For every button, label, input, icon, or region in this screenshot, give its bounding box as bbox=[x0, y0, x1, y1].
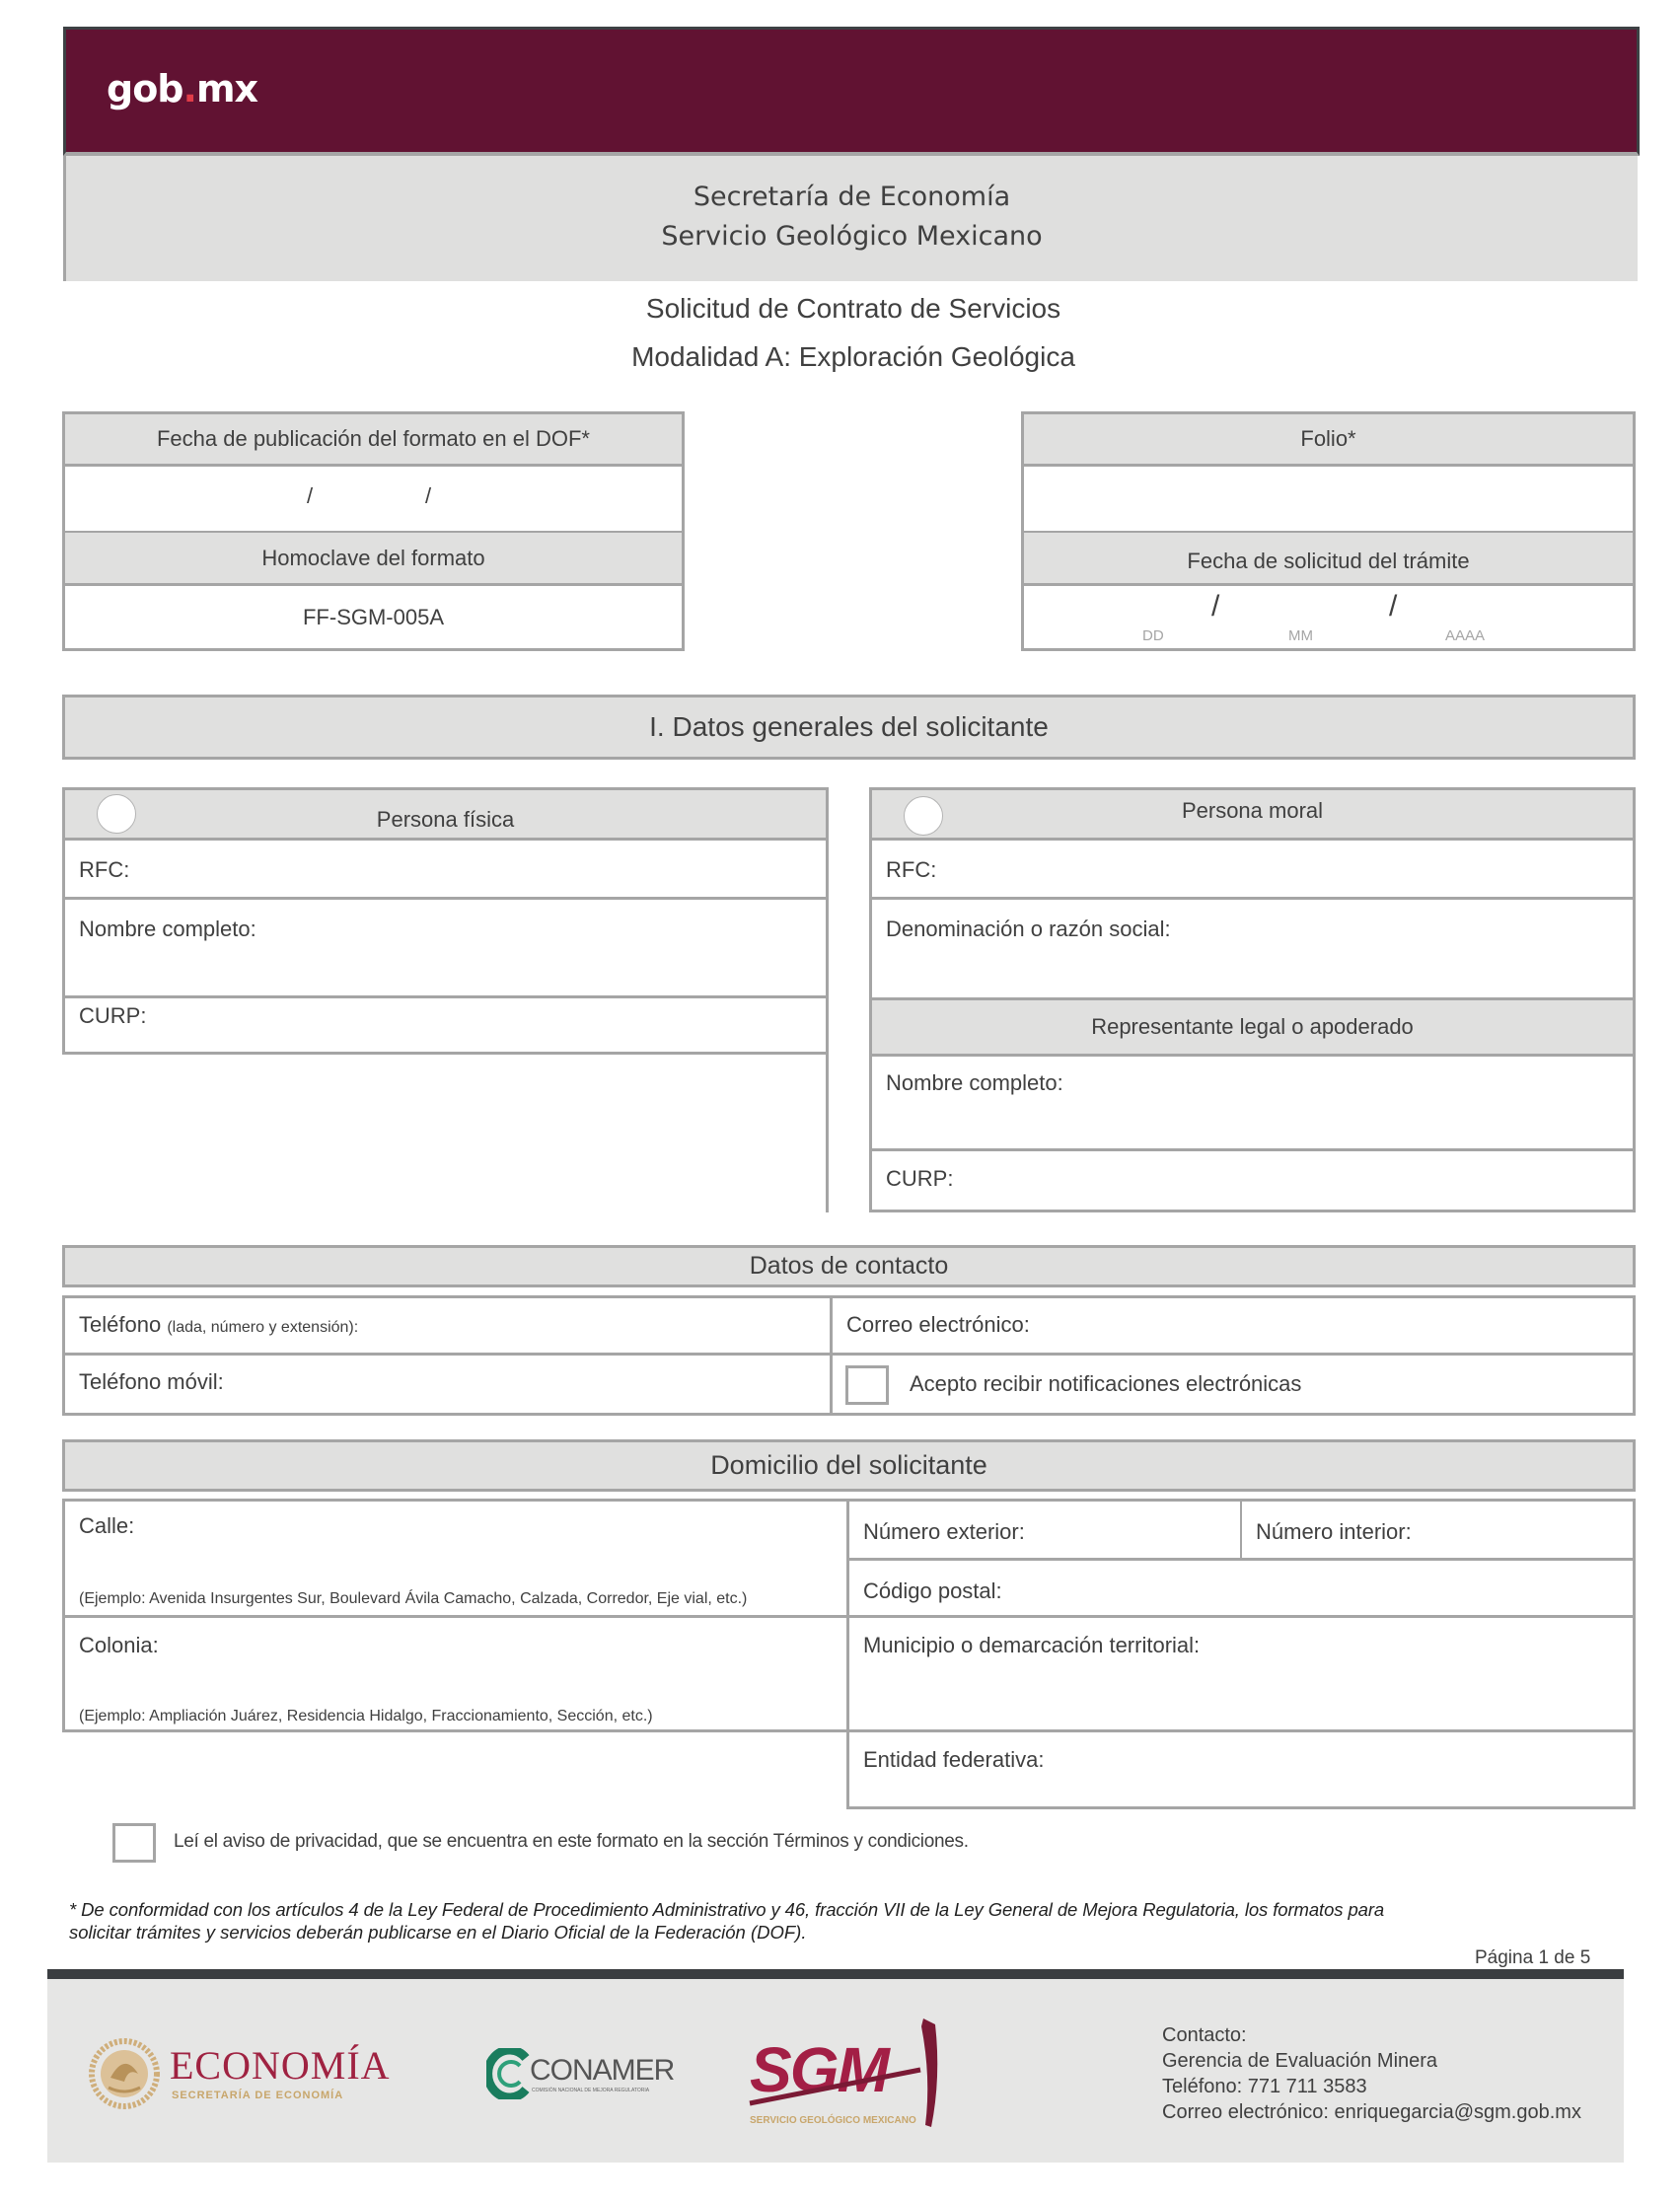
colonia-label: Colonia: bbox=[79, 1633, 159, 1657]
year-hint: AAAA bbox=[1445, 627, 1486, 644]
department-name: Secretaría de Economía bbox=[693, 182, 1011, 212]
economia-logo bbox=[89, 2038, 444, 2117]
folio-box bbox=[1021, 411, 1636, 651]
month-hint: MM bbox=[1288, 627, 1313, 644]
gob-header-bar bbox=[63, 27, 1640, 156]
footnote-line-2: solicitar trámites y servicios deberán publicarse en el Diario Oficial de la Federación (DOF). bbox=[69, 1922, 807, 1943]
persona-moral-radio[interactable] bbox=[904, 796, 943, 836]
department-band bbox=[63, 156, 1638, 281]
pm-rfc-field[interactable] bbox=[872, 844, 1633, 900]
homoclave-label: Homoclave del formato bbox=[65, 531, 682, 586]
privacy-checkbox[interactable] bbox=[112, 1823, 156, 1863]
domicilio-left-block bbox=[62, 1499, 849, 1732]
conamer-logo-title: CONAMER bbox=[530, 2054, 675, 2087]
dof-footnote bbox=[69, 1898, 1638, 1944]
rep-nombre-label: Nombre completo: bbox=[886, 1070, 1063, 1095]
privacy-label: Leí el aviso de privacidad, que se encuentra en este formato en la sección Términos y condiciones. bbox=[174, 1831, 969, 1852]
domicilio-section-header: Domicilio del solicitante bbox=[62, 1439, 1636, 1492]
correo-field[interactable] bbox=[833, 1298, 1633, 1356]
rep-curp-field[interactable] bbox=[872, 1154, 1633, 1210]
notificaciones-label: Acepto recibir notificaciones electrónicas bbox=[910, 1371, 1302, 1396]
pf-rfc-label: RFC: bbox=[79, 857, 130, 882]
pf-rfc-field[interactable] bbox=[65, 844, 826, 900]
telefono-field[interactable] bbox=[65, 1298, 833, 1356]
svg-text:SGM: SGM bbox=[750, 2034, 888, 2105]
request-date-field[interactable] bbox=[1024, 586, 1633, 648]
telefono-hint: (lada, número y extensión): bbox=[167, 1319, 359, 1336]
municipio-label: Municipio o demarcación territorial: bbox=[863, 1633, 1201, 1657]
day-hint: DD bbox=[1142, 627, 1164, 644]
movil-field[interactable] bbox=[65, 1356, 833, 1413]
representante-legal-header: Representante legal o apoderado bbox=[872, 997, 1633, 1057]
pf-curp-label: CURP: bbox=[79, 1003, 147, 1028]
telefono-label: Teléfono bbox=[79, 1312, 162, 1337]
pf-nombre-field[interactable] bbox=[65, 903, 826, 998]
entidad-field[interactable] bbox=[849, 1735, 1633, 1806]
persona-fisica-label: Persona física bbox=[65, 790, 826, 841]
pf-nombre-label: Nombre completo: bbox=[79, 917, 256, 941]
notificaciones-checkbox[interactable] bbox=[845, 1365, 889, 1405]
economia-logo-subtitle: SECRETARÍA DE ECONOMÍA bbox=[172, 2090, 344, 2101]
footer-contact-phone: Teléfono: 771 711 3583 bbox=[1162, 2076, 1367, 2097]
homoclave-value: FF-SGM-005A bbox=[302, 604, 445, 629]
footnote-line-1: * De conformidad con los artículos 4 de la Ley Federal de Procedimiento Administrativo y 46, fracción VII de la Ley General de Mejora Regulatoria, los formatos para bbox=[69, 1899, 1385, 1920]
sgm-logo-subtitle: SERVICIO GEOLÓGICO MEXICANO bbox=[750, 2115, 916, 2126]
calle-label: Calle: bbox=[79, 1513, 135, 1538]
form-title: Solicitud de Contrato de Servicios bbox=[645, 293, 1061, 324]
page-indicator: Página 1 de 5 bbox=[1475, 1947, 1591, 1968]
correo-label: Correo electrónico: bbox=[846, 1312, 1030, 1337]
footer-contact-heading: Contacto: bbox=[1162, 2024, 1247, 2046]
conamer-logo-subtitle: COMISIÓN NACIONAL DE MEJORA REGULATORIA bbox=[532, 2088, 650, 2093]
mexican-seal-icon bbox=[89, 2038, 160, 2109]
pf-curp-field[interactable] bbox=[65, 1001, 826, 1052]
folio-label: Folio* bbox=[1024, 414, 1633, 467]
format-info-box bbox=[62, 411, 685, 651]
pm-razon-social-label: Denominación o razón social: bbox=[886, 917, 1171, 941]
codigo-postal-field[interactable] bbox=[849, 1561, 1633, 1618]
persona-fisica-panel bbox=[62, 787, 829, 1055]
persona-moral-panel bbox=[869, 787, 1636, 1212]
rep-curp-label: CURP: bbox=[886, 1166, 954, 1191]
gob-mx-logo: gob.mx bbox=[107, 67, 258, 110]
persona-fisica-radio[interactable] bbox=[97, 794, 136, 834]
codigo-postal-label: Código postal: bbox=[863, 1578, 1002, 1603]
conamer-icon bbox=[486, 2048, 532, 2099]
pm-razon-social-field[interactable] bbox=[872, 903, 1633, 997]
num-ext-label: Número exterior: bbox=[863, 1519, 1025, 1544]
dof-date-field[interactable] bbox=[65, 470, 682, 531]
calle-field[interactable] bbox=[65, 1502, 849, 1618]
colonia-example: (Ejemplo: Ampliación Juárez, Residencia Hidalgo, Fraccionamiento, Sección, etc.) bbox=[79, 1708, 653, 1724]
footer-top-bar bbox=[47, 1969, 1624, 1979]
date-separator: / bbox=[425, 483, 432, 508]
persona-moral-label: Persona moral bbox=[872, 790, 1633, 841]
date-separator: / bbox=[1211, 590, 1220, 623]
entidad-label: Entidad federativa: bbox=[863, 1747, 1045, 1772]
request-date-label: Fecha de solicitud del trámite bbox=[1024, 531, 1633, 586]
footer bbox=[47, 1979, 1624, 2163]
movil-label: Teléfono móvil: bbox=[79, 1369, 224, 1394]
dof-date-label: Fecha de publicación del formato en el DOF* bbox=[65, 414, 682, 467]
pm-rfc-label: RFC: bbox=[886, 857, 937, 882]
sgm-pickaxe-icon bbox=[748, 2018, 955, 2127]
section-1-header: I. Datos generales del solicitante bbox=[62, 695, 1636, 760]
economia-logo-title: ECONOMÍA bbox=[170, 2043, 391, 2088]
date-separator: / bbox=[1389, 590, 1398, 623]
contact-section-header: Datos de contacto bbox=[62, 1245, 1636, 1287]
footer-contact-email[interactable]: Correo electrónico: enriquegarcia@sgm.gob.mx bbox=[1162, 2101, 1581, 2123]
municipio-field[interactable] bbox=[849, 1621, 1633, 1732]
domicilio-right-block bbox=[846, 1499, 1636, 1809]
column-divider bbox=[826, 1055, 829, 1212]
rep-nombre-field[interactable] bbox=[872, 1057, 1633, 1151]
colonia-field[interactable] bbox=[65, 1621, 849, 1732]
num-int-label: Número interior: bbox=[1256, 1519, 1412, 1544]
num-int-field[interactable] bbox=[1242, 1502, 1633, 1561]
sgm-logo bbox=[748, 2018, 955, 2137]
agency-name: Servicio Geológico Mexicano bbox=[661, 221, 1043, 252]
num-ext-field[interactable] bbox=[849, 1502, 1242, 1561]
folio-input[interactable] bbox=[1024, 470, 1633, 531]
calle-example: (Ejemplo: Avenida Insurgentes Sur, Boulevard Ávila Camacho, Calzada, Corredor, Eje vial, etc.) bbox=[79, 1590, 748, 1607]
date-separator: / bbox=[307, 483, 314, 508]
footer-contact-office: Gerencia de Evaluación Minera bbox=[1162, 2050, 1438, 2072]
form-subtitle: Modalidad A: Exploración Geológica bbox=[631, 341, 1075, 372]
conamer-logo bbox=[486, 2048, 684, 2107]
contact-table bbox=[62, 1295, 1636, 1416]
